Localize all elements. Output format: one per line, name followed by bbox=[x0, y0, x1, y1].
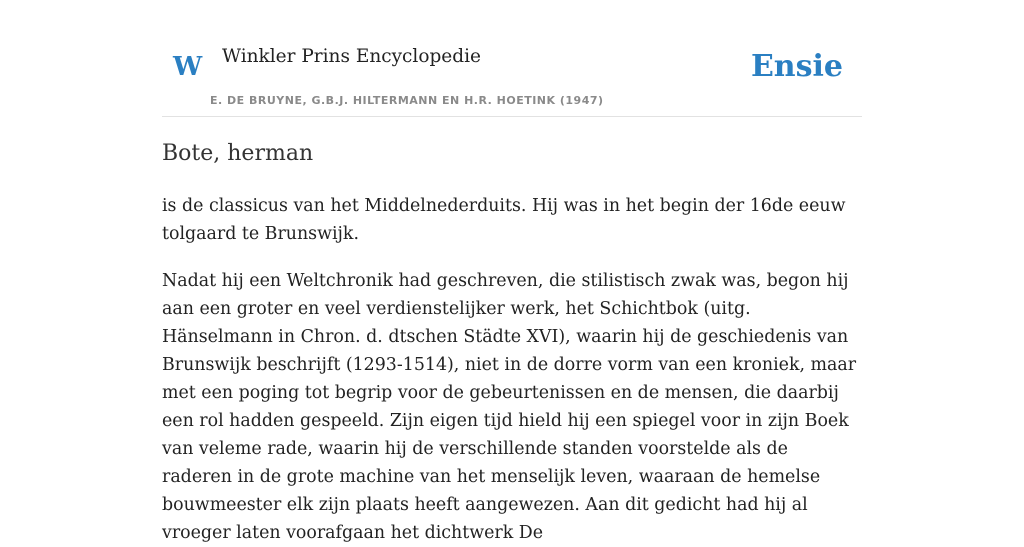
article-paragraph: Nadat hij een Weltchronik had geschreven, die stilistisch zwak was, begon hij aan een groter en veel verdienstelijker werk, het Schichtbok (uitg. Hänselmann in Chron. d. dtschen Städte XVI), waarin hij de geschiedenis van Brunswijk beschrijft (1293-1514), niet in de dorre vorm van een kroniek, maar met een poging tot begrip voor de gebeurtenissen en de mensen, die daarbij een rol hadden gespeeld. Zijn eigen tijd hield hij een spiegel voor in zijn Boek van veleme rade, waarin hij de verschillende standen voorstelde als de raderen in de grote machine van het menselijk leven, waaraan de hemelse bouwmeester elk zijn plaats heeft aangewezen. Aan dit gedicht had hij al vroeger laten voorafgaan het dichtwerk De bbox=[162, 271, 857, 543]
ensie-brand-link[interactable]: Ensie bbox=[750, 49, 843, 84]
winkler-prins-logo[interactable]: W bbox=[173, 52, 203, 82]
site-header bbox=[162, 0, 862, 117]
authors-byline: E. DE BRUYNE, G.B.J. HILTERMANN EN H.R. HOETINK (1947) bbox=[210, 94, 604, 107]
article-title: Bote, herman bbox=[162, 141, 314, 166]
site-title[interactable]: Winkler Prins Encyclopedie bbox=[222, 46, 481, 67]
article-paragraph: is de classicus van het Middelnederduits. Hij was in het begin der 16de eeuw tolgaard te Brunswijk. bbox=[162, 196, 846, 244]
article bbox=[162, 138, 862, 547]
